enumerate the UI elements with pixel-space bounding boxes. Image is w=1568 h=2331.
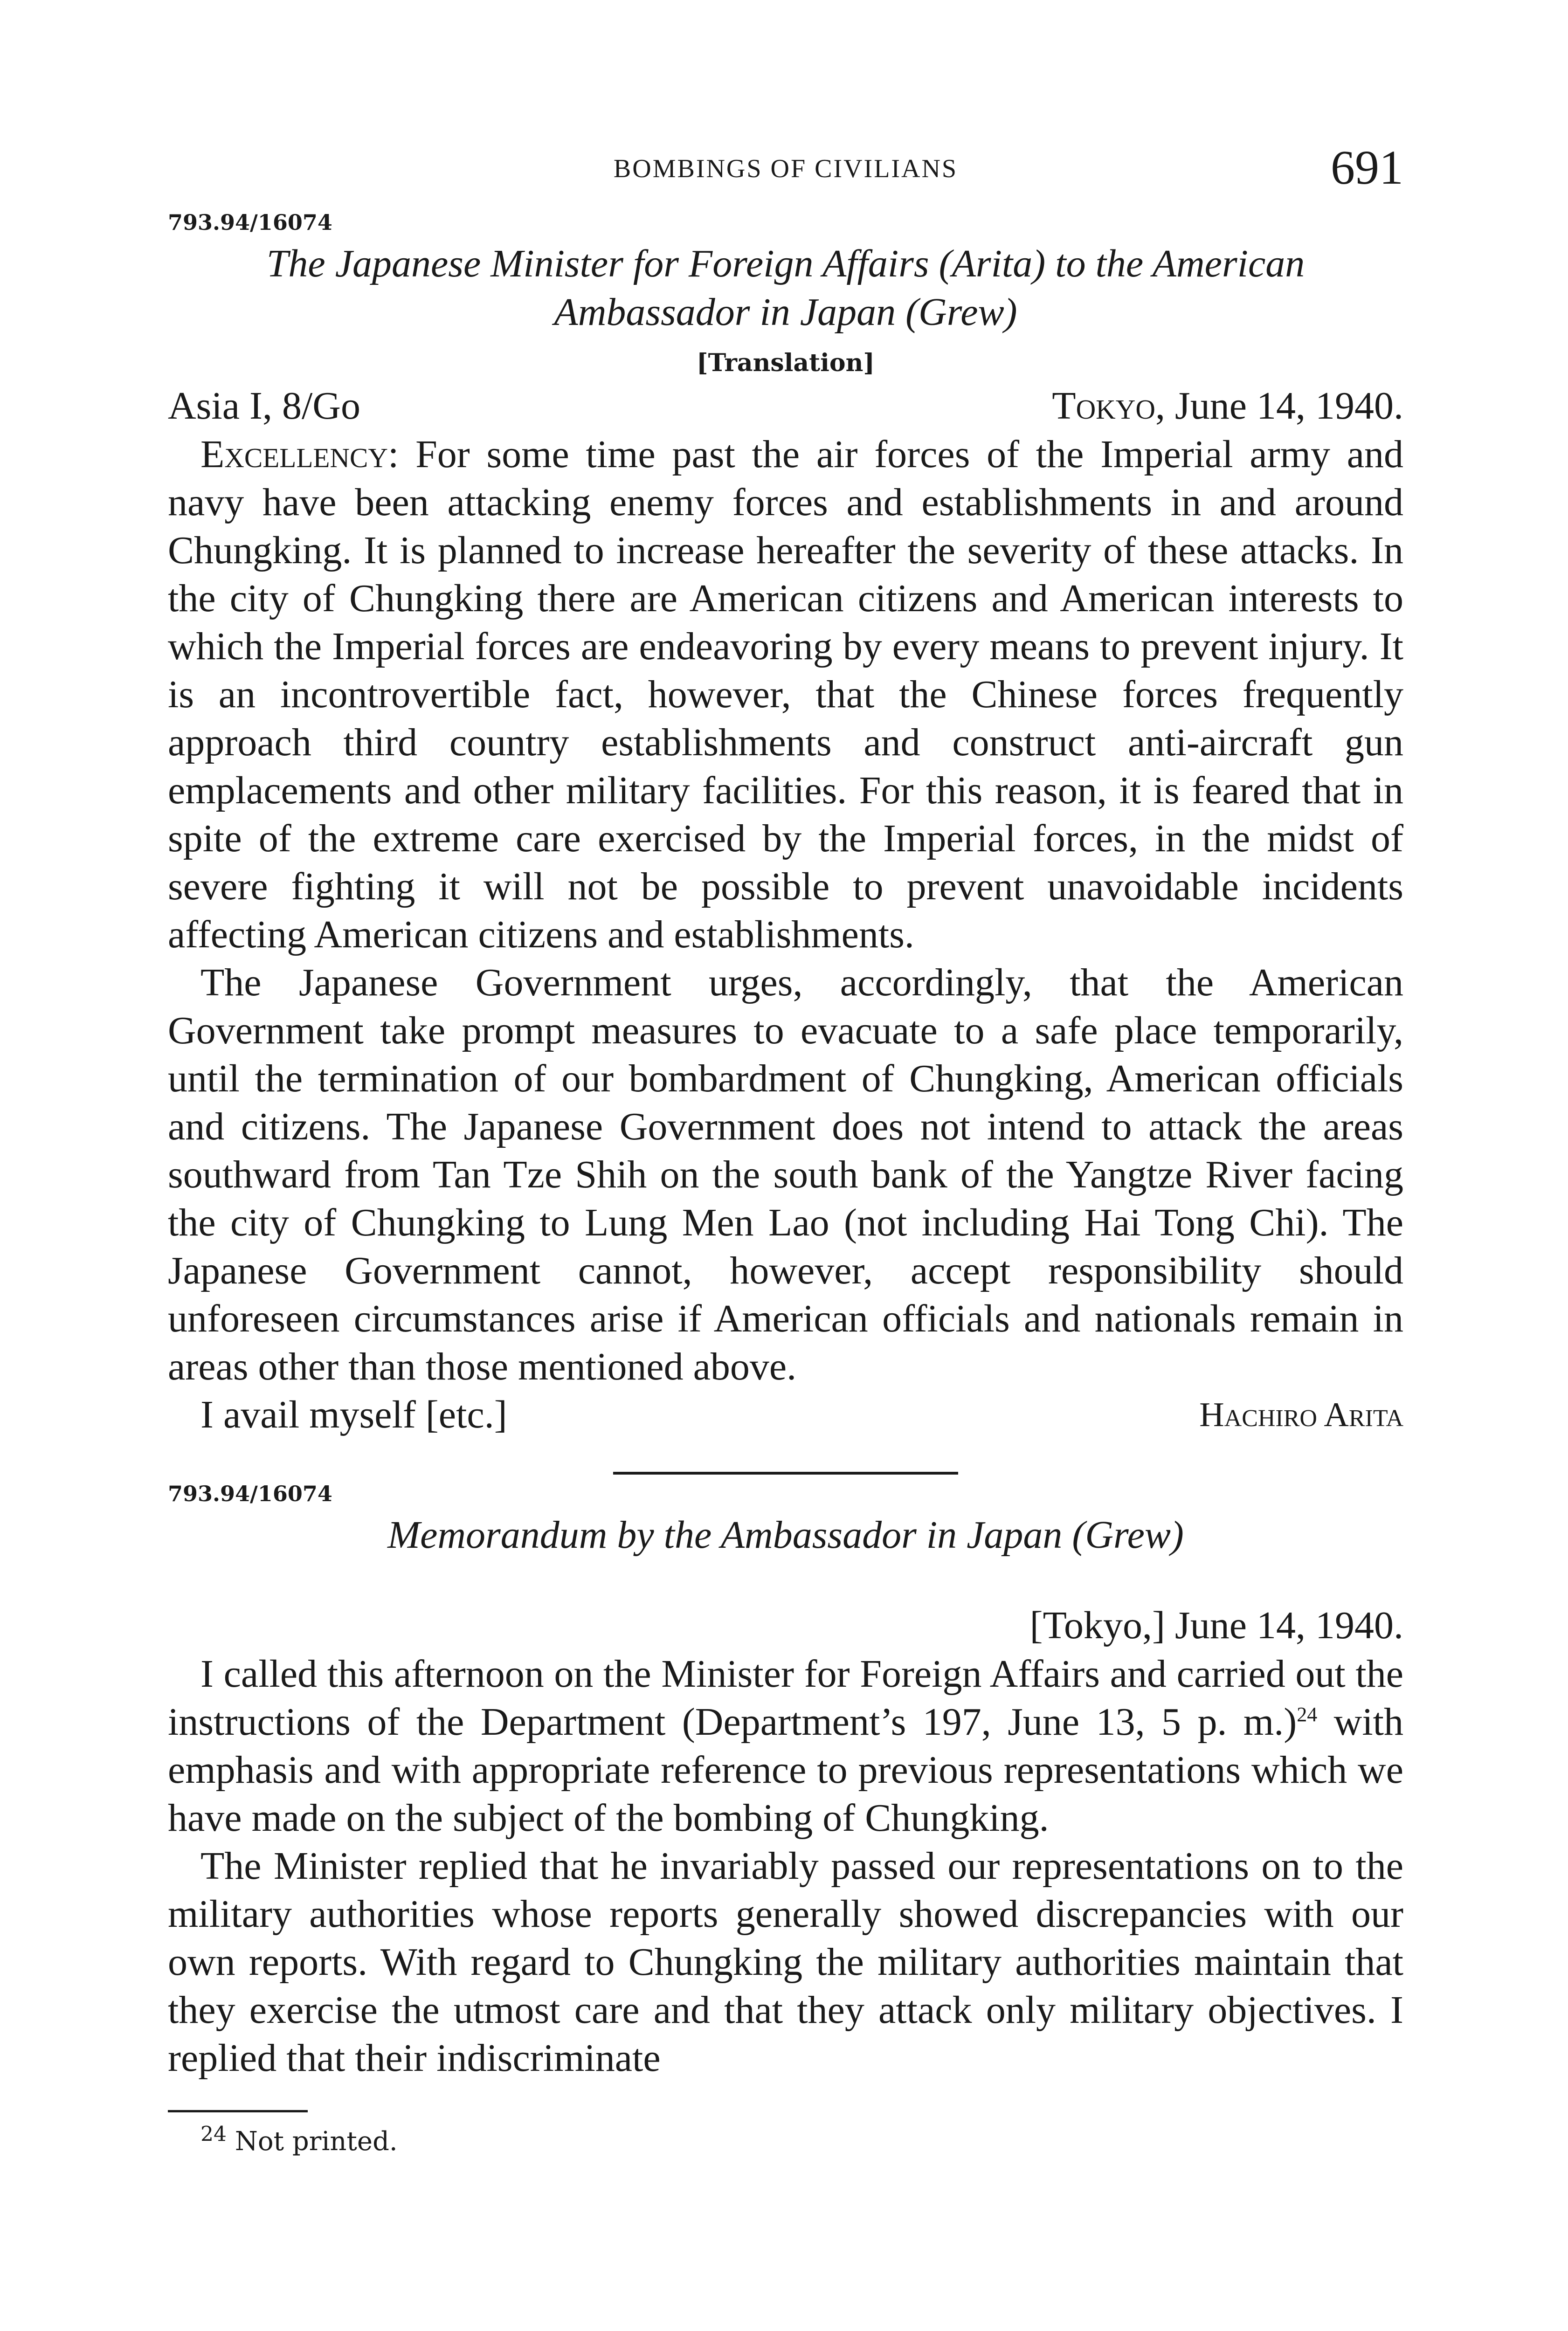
closing-row (168, 1391, 1403, 1439)
paragraph: The Minister replied that he invariably passed our representations on to the military authorities whose reports generally showed discrepancies with our own reports. With regard to Chungking the military authorities maintain that they exercise the utmost care and that they attack only military objectives. I replied that their indiscriminate (168, 1844, 1403, 2080)
file-number: 793.94/16074 (168, 1481, 332, 1506)
running-head-title: BOMBINGS OF CIVILIANS (613, 154, 958, 183)
paragraph-text: I called this afternoon on the Minister for Foreign Affairs and carried out the instructions of the Department (Department’s 197, June 13, 5 p. m.) (168, 1652, 1403, 1744)
file-number: 793.94/16074 (168, 210, 332, 235)
date: June 14, 1940. (1175, 384, 1403, 428)
salutation: Excellency: (200, 433, 399, 476)
paragraph: The Japanese Government urges, accordingly, that the American Government take prompt measures to evacuate to a safe place temporarily, until the termination of our bombardment of Chungking, American officials and citizens. The Japanese Government does not intend to attack the areas southward from Tan Tze Shih on the south bank of the Yangtze River facing the city of Chungking to Lung Men Lao (not including Hai Tong Chi). The Japanese Government cannot, however, accept responsibility should unforeseen circumstances arise if American officials and nationals remain in areas other than those mentioned above. (168, 961, 1403, 1388)
footnote (168, 2122, 1403, 2157)
document-page (168, 140, 1403, 2157)
document-title: The Japanese Minister for Foreign Affairs (Arita) to the American Ambassador in Japan (Grew) (266, 242, 1305, 334)
paragraph (168, 1650, 1403, 1842)
paragraph (168, 430, 1403, 959)
footnote-reference: 24 (1297, 1703, 1318, 1726)
paragraph-text: with emphasis and with appropriate reference to previous representations which we have made on the subject of the bombing of Chungking. (168, 1700, 1404, 1840)
footnote-text: Not printed. (235, 2126, 398, 2157)
memo-dateline: [Tokyo,] June 14, 1940. (1029, 1604, 1403, 1647)
paragraph-text: For some time past the air forces of the Imperial army and navy have been attacking enemy forces and establishments in and around Chungking. It is planned to increase hereafter the severity of these attacks. In the city of Chungking there are American citizens and American interests to which the Imperial forces are endeavoring by every means to prevent injury. It is an incontrovertible fact, however, that the Chinese forces frequently approach third country establishments and construct anti-aircraft gun emplacements and other military facilities. For this reason, it is feared that in spite of the extreme care exercised by the Imperial forces, in the midst of severe fighting it will not be possible to prevent unavoidable incidents affecting American citizens and establishments. (168, 433, 1403, 956)
page-number: 691 (1331, 141, 1403, 194)
footnote-marker: 24 (200, 2122, 227, 2146)
signature: Hachiro Arita (1199, 1396, 1403, 1434)
place-date (1052, 382, 1403, 430)
closing-text: I avail myself [etc.] (200, 1393, 507, 1436)
running-head (168, 140, 1403, 194)
reference-date-row (168, 382, 1403, 430)
footnote-rule (168, 2110, 308, 2112)
place: Tokyo, (1052, 384, 1166, 428)
reference-number: Asia I, 8/Go (168, 384, 360, 428)
memo-title: Memorandum by the Ambassador in Japan (Grew) (387, 1513, 1184, 1557)
section-divider (613, 1472, 958, 1475)
translation-label: [Translation] (696, 349, 875, 377)
